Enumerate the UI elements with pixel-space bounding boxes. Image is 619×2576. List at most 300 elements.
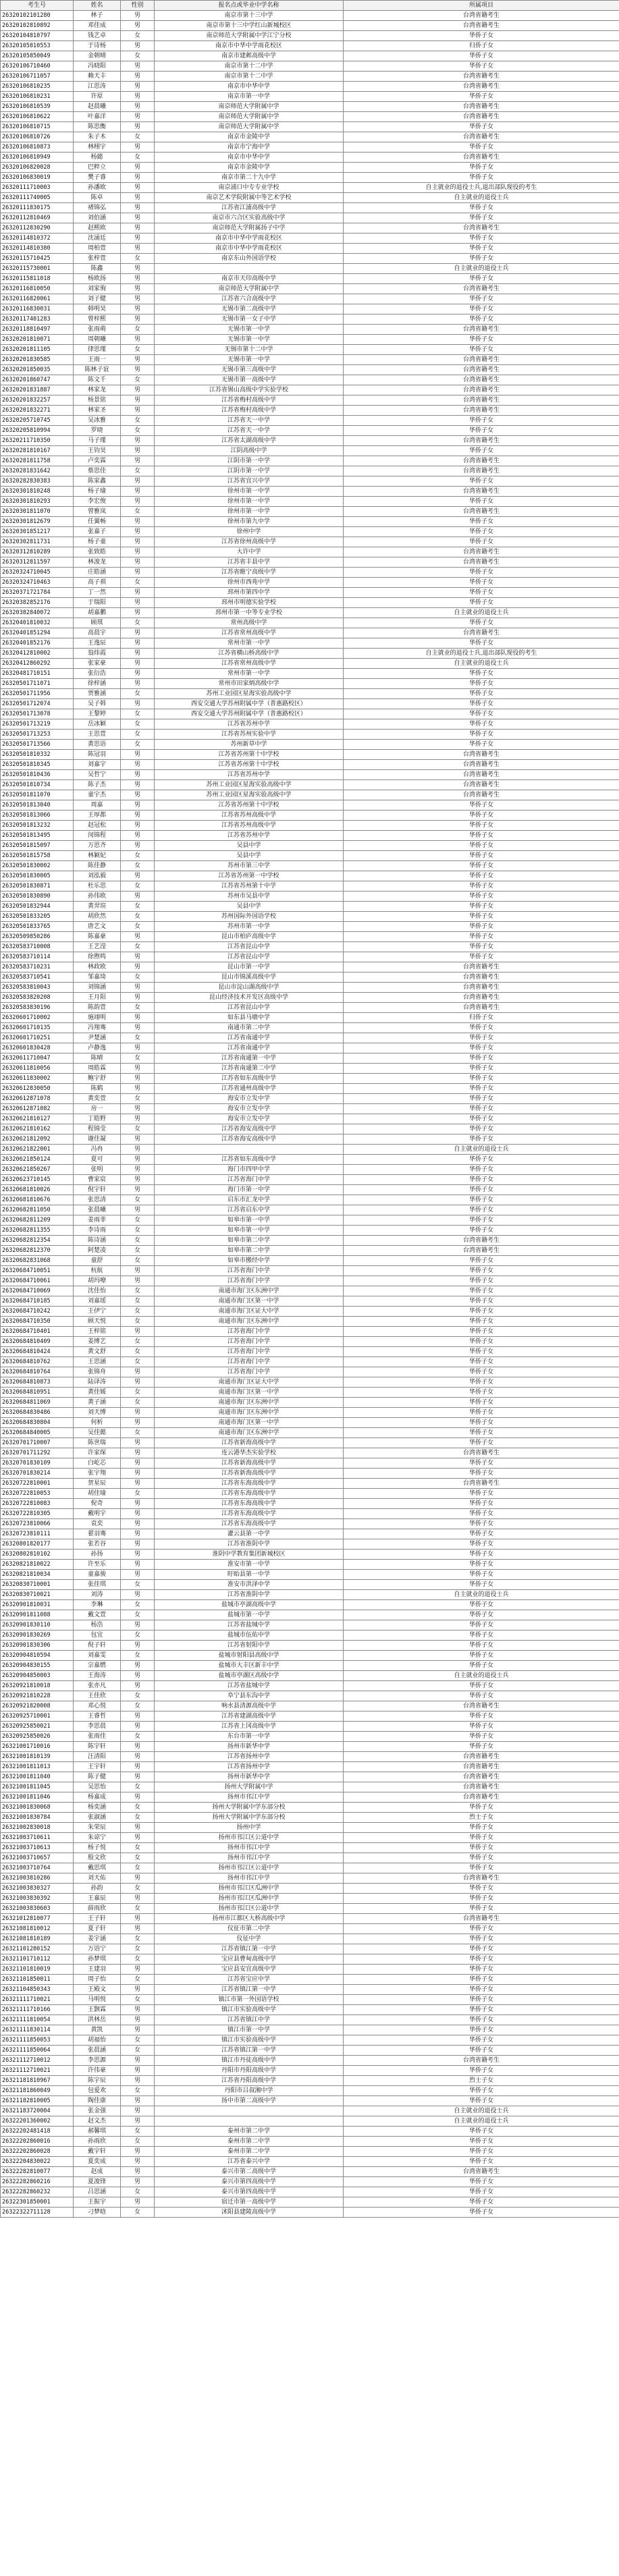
table-row <box>1 902 619 912</box>
cell-school: 南京师范大学附属中学 <box>155 112 344 122</box>
cell-exam-id: 26320621812092 <box>1 1134 74 1145</box>
cell-gender: 男 <box>121 1560 155 1570</box>
cell-name: 李思源 <box>74 2056 121 2066</box>
table-row <box>1 294 619 304</box>
cell-exam-id: 26320583710231 <box>1 962 74 972</box>
cell-name: 倪奇 <box>74 1499 121 1509</box>
cell-name: 沈佳怡 <box>74 1286 121 1296</box>
cell-school: 泰州市第二中学 <box>155 2137 344 2147</box>
cell-school: 镇江市实验高级中学 <box>155 2005 344 2015</box>
cell-exam-id: 26320382840072 <box>1 608 74 618</box>
cell-category: 台湾省籍考生 <box>344 21 619 31</box>
cell-name: 刘嘉瑶 <box>74 1296 121 1307</box>
table-row <box>1 1398 619 1408</box>
cell-school: 南京市建邺高级中学 <box>155 51 344 61</box>
cell-school: 南京市第十三中学 <box>155 11 344 21</box>
cell-exam-id: 26321001811046 <box>1 1792 74 1803</box>
table-row <box>1 730 619 740</box>
cell-category: 归侨子女 <box>344 1013 619 1023</box>
cell-school: 江阴高级中学 <box>155 446 344 456</box>
cell-exam-id: 26320821810034 <box>1 1570 74 1580</box>
table-row <box>1 679 619 689</box>
cell-school: 仪征市第二中学 <box>155 1924 344 1934</box>
cell-exam-id: 26320601710135 <box>1 1023 74 1033</box>
cell-category: 华侨子女 <box>344 2046 619 2056</box>
cell-gender: 男 <box>121 2025 155 2035</box>
cell-category: 台湾省籍考生 <box>344 2167 619 2177</box>
table-row <box>1 1985 619 1995</box>
table-row <box>1 1195 619 1205</box>
cell-gender: 男 <box>121 41 155 51</box>
table-row <box>1 1023 619 1033</box>
cell-exam-id: 26320106711057 <box>1 72 74 82</box>
cell-category: 华侨子女 <box>344 92 619 102</box>
cell-name: 王黎婷 <box>74 709 121 719</box>
table-row <box>1 487 619 497</box>
cell-gender: 男 <box>121 61 155 72</box>
cell-gender: 男 <box>121 2005 155 2015</box>
cell-category: 华侨子女 <box>344 689 619 699</box>
cell-category: 华侨子女 <box>344 740 619 750</box>
cell-name: 林子 <box>74 11 121 21</box>
cell-category: 华侨子女 <box>344 2208 619 2218</box>
cell-category: 华侨子女 <box>344 497 619 507</box>
cell-category: 华侨子女 <box>344 1985 619 1995</box>
cell-category: 华侨子女 <box>344 1357 619 1367</box>
cell-gender: 男 <box>121 1448 155 1458</box>
cell-school: 盐城市第一中学 <box>155 1610 344 1620</box>
cell-category: 台湾省籍考生 <box>344 1003 619 1013</box>
cell-exam-id: 26320501713253 <box>1 730 74 740</box>
cell-category: 华侨子女 <box>344 1205 619 1215</box>
cell-school: 宝应县曹甸高级中学 <box>155 1954 344 1965</box>
cell-exam-id: 26320501833205 <box>1 912 74 922</box>
table-row <box>1 1762 619 1772</box>
cell-exam-id: 26320211710350 <box>1 436 74 446</box>
cell-exam-id: 26320901810031 <box>1 1600 74 1610</box>
cell-gender: 男 <box>121 284 155 294</box>
cell-gender: 男 <box>121 2167 155 2177</box>
cell-exam-id: 26320904810594 <box>1 1651 74 1661</box>
cell-school: 江苏省海门中学 <box>155 1175 344 1185</box>
cell-name: 顾琪 <box>74 618 121 628</box>
cell-category: 华侨子女 <box>344 1296 619 1307</box>
cell-school: 扬州市邗江区瓜洲中学 <box>155 1894 344 1904</box>
table-row <box>1 517 619 527</box>
cell-exam-id: 26320371721784 <box>1 588 74 598</box>
cell-gender: 男 <box>121 213 155 223</box>
cell-category: 华侨子女 <box>344 1681 619 1691</box>
cell-gender: 女 <box>121 51 155 61</box>
cell-gender: 男 <box>121 72 155 82</box>
cell-gender: 男 <box>121 1985 155 1995</box>
cell-exam-id: 26320281811758 <box>1 456 74 466</box>
cell-gender: 男 <box>121 568 155 578</box>
cell-name: 罗晓 <box>74 426 121 436</box>
cell-gender: 女 <box>121 1256 155 1266</box>
cell-name: 吴哲宁 <box>74 770 121 780</box>
cell-exam-id: 26320412810002 <box>1 649 74 659</box>
cell-gender: 女 <box>121 426 155 436</box>
cell-category: 台湾省籍考生 <box>344 102 619 112</box>
table-row <box>1 922 619 932</box>
cell-school: 南京市宁海中学 <box>155 142 344 153</box>
cell-name: 倪宇轩 <box>74 1185 121 1195</box>
cell-name: 褚锦弘 <box>74 203 121 213</box>
table-row <box>1 2127 619 2137</box>
cell-gender: 女 <box>121 881 155 892</box>
cell-name: 夏浚锋 <box>74 2177 121 2187</box>
cell-category: 华侨子女 <box>344 1104 619 1114</box>
table-row <box>1 1205 619 1215</box>
cell-gender: 女 <box>121 740 155 750</box>
cell-exam-id: 26320682811355 <box>1 1226 74 1236</box>
cell-name: 刘伯涵 <box>74 213 121 223</box>
cell-exam-id: 26320501713566 <box>1 740 74 750</box>
cell-category: 华侨子女 <box>344 31 619 41</box>
table-row <box>1 173 619 183</box>
header-cell-gender: 性别 <box>121 1 155 11</box>
cell-exam-id: 26320301811070 <box>1 507 74 517</box>
cell-school: 江苏省镇江第一中学 <box>155 1944 344 1954</box>
cell-gender: 男 <box>121 1276 155 1286</box>
cell-exam-id: 26320501811070 <box>1 790 74 800</box>
cell-school: 江苏省苏州实验中学 <box>155 730 344 740</box>
cell-category: 台湾省籍考生 <box>344 1752 619 1762</box>
cell-name: 杨浩 <box>74 1620 121 1630</box>
cell-gender: 女 <box>121 325 155 335</box>
cell-category: 台湾省籍考生 <box>344 1914 619 1924</box>
cell-school: 江苏省宜兴中学 <box>155 476 344 487</box>
table-row <box>1 527 619 537</box>
cell-exam-id: 26320106810949 <box>1 153 74 163</box>
table-row <box>1 395 619 406</box>
header-cell-exam-id: 考生号 <box>1 1 74 11</box>
table-row <box>1 952 619 962</box>
cell-school: 盐城市伍佑中学 <box>155 1630 344 1641</box>
cell-school: 南京市第十二中学 <box>155 72 344 82</box>
cell-exam-id: 26320612830050 <box>1 1084 74 1094</box>
cell-exam-id: 26321111710166 <box>1 2005 74 2015</box>
table-row <box>1 335 619 345</box>
cell-school: 昆山经济技术开发区高级中学 <box>155 993 344 1003</box>
cell-category: 台湾省籍考生 <box>344 1479 619 1489</box>
cell-category: 自主就业的退役士兵 <box>344 264 619 274</box>
cell-school: 无锡市第一中学 <box>155 325 344 335</box>
cell-school: 江苏省丹阳高级中学 <box>155 2076 344 2086</box>
cell-category: 华侨子女 <box>344 1114 619 1124</box>
cell-category: 台湾省籍考生 <box>344 325 619 335</box>
cell-exam-id: 26320501712074 <box>1 699 74 709</box>
cell-name: 洪林岳 <box>74 2015 121 2025</box>
table-row <box>1 547 619 557</box>
table-row <box>1 1792 619 1803</box>
cell-school: 扬州大学附属中学 <box>155 1782 344 1792</box>
cell-exam-id: 26320830710021 <box>1 1590 74 1600</box>
cell-category: 华侨子女 <box>344 1934 619 1944</box>
table-row <box>1 1469 619 1479</box>
table-body <box>1 11 619 2218</box>
cell-category: 华侨子女 <box>344 1954 619 1965</box>
cell-name: 于诗杨 <box>74 41 121 51</box>
cell-exam-id: 26320601710002 <box>1 1013 74 1023</box>
cell-exam-id: 26320611710047 <box>1 1053 74 1064</box>
table-row <box>1 507 619 517</box>
cell-exam-id: 26320104810797 <box>1 31 74 41</box>
cell-category: 华侨子女 <box>344 2137 619 2147</box>
cell-exam-id: 26320623710145 <box>1 1175 74 1185</box>
cell-school: 常州市第一中学 <box>155 669 344 679</box>
cell-exam-id: 26321111850053 <box>1 2035 74 2046</box>
cell-school: 扬州市邗江中学 <box>155 1853 344 1863</box>
cell-name: 胡玛嘹 <box>74 1276 121 1286</box>
cell-category: 台湾省籍考生 <box>344 153 619 163</box>
cell-name: 岳冰颖 <box>74 719 121 730</box>
cell-exam-id: 26320111830175 <box>1 203 74 213</box>
cell-name: 吴冰雅 <box>74 416 121 426</box>
cell-exam-id: 26320684710350 <box>1 1317 74 1327</box>
cell-name: 陈子杰 <box>74 780 121 790</box>
cell-gender: 男 <box>121 203 155 213</box>
cell-category: 自主就业的退役士兵 <box>344 608 619 618</box>
cell-name: 陈世瑞 <box>74 1438 121 1448</box>
table-row <box>1 568 619 578</box>
cell-exam-id: 26320684710185 <box>1 1296 74 1307</box>
cell-exam-id: 26320681810026 <box>1 1185 74 1195</box>
cell-school: 江苏省宝应中学 <box>155 1975 344 1985</box>
cell-name: 朱谅宁 <box>74 1833 121 1843</box>
cell-gender: 男 <box>121 1013 155 1023</box>
cell-name: 杨奕涵 <box>74 1803 121 1813</box>
cell-exam-id: 26320901830306 <box>1 1641 74 1651</box>
cell-exam-id: 26320601830428 <box>1 1043 74 1053</box>
cell-exam-id: 26320501813040 <box>1 800 74 811</box>
cell-name: 王建羽 <box>74 1965 121 1975</box>
cell-gender: 男 <box>121 1145 155 1155</box>
cell-gender: 男 <box>121 1590 155 1600</box>
cell-name: 陈思衡 <box>74 122 121 132</box>
table-row <box>1 1489 619 1499</box>
table-row <box>1 699 619 709</box>
cell-name: 陈鹤 <box>74 1084 121 1094</box>
cell-name: 赵冠松 <box>74 821 121 831</box>
cell-category: 台湾省籍考生 <box>344 760 619 770</box>
cell-exam-id: 26320111740005 <box>1 193 74 203</box>
cell-name: 白屹芯 <box>74 1458 121 1469</box>
cell-name: 陈子健 <box>74 1772 121 1782</box>
cell-name: 包爱欢 <box>74 2086 121 2096</box>
cell-school: 启东市汇龙中学 <box>155 1195 344 1205</box>
cell-exam-id: 26320118810497 <box>1 325 74 335</box>
table-row <box>1 1286 619 1296</box>
cell-gender: 男 <box>121 1469 155 1479</box>
cell-school: 江苏省东海高级中学 <box>155 1509 344 1519</box>
cell-gender: 女 <box>121 1803 155 1813</box>
cell-name: 赵熙欧 <box>74 223 121 234</box>
cell-name: 黄羿瑄 <box>74 902 121 912</box>
cell-gender: 女 <box>121 912 155 922</box>
table-row <box>1 1742 619 1752</box>
cell-school: 苏州新草中学 <box>155 740 344 750</box>
cell-exam-id: 26321012810077 <box>1 1914 74 1924</box>
cell-gender: 男 <box>121 1924 155 1934</box>
cell-exam-id: 26320583710541 <box>1 972 74 983</box>
cell-exam-id: 26320501830890 <box>1 892 74 902</box>
cell-name: 刘家驹 <box>74 284 121 294</box>
cell-exam-id: 26320501815097 <box>1 841 74 851</box>
cell-exam-id: 26320115730001 <box>1 264 74 274</box>
cell-gender: 男 <box>121 750 155 760</box>
cell-exam-id: 26320106810715 <box>1 122 74 132</box>
cell-name: 邹嘉琦 <box>74 972 121 983</box>
cell-category: 华侨子女 <box>344 618 619 628</box>
cell-name: 陈卓 <box>74 193 121 203</box>
cell-school: 江苏省海门中学 <box>155 1337 344 1347</box>
cell-name: 刘嘉宇 <box>74 760 121 770</box>
table-row <box>1 760 619 770</box>
cell-category: 华侨子女 <box>344 1550 619 1560</box>
cell-category: 华侨子女 <box>344 1499 619 1509</box>
cell-gender: 男 <box>121 1084 155 1094</box>
cell-name: 陈宇轩 <box>74 1742 121 1752</box>
table-row <box>1 649 619 659</box>
cell-school: 西安交通大学苏州附属中学（普惠路校区） <box>155 699 344 709</box>
cell-name: 刘泓毅 <box>74 871 121 881</box>
table-row <box>1 1975 619 1985</box>
cell-category: 华侨子女 <box>344 517 619 527</box>
cell-category: 华侨子女 <box>344 2035 619 2046</box>
cell-gender: 男 <box>121 1074 155 1084</box>
cell-name: 赵晨曦 <box>74 102 121 112</box>
cell-name: 王钧昊 <box>74 446 121 456</box>
cell-exam-id: 26321183720004 <box>1 2106 74 2116</box>
cell-exam-id: 26320501713219 <box>1 719 74 730</box>
table-row <box>1 314 619 325</box>
cell-exam-id: 26320105810553 <box>1 41 74 51</box>
cell-exam-id: 26321112710021 <box>1 2066 74 2076</box>
cell-category: 华侨子女 <box>344 1732 619 1742</box>
cell-exam-id: 26322282860216 <box>1 2177 74 2187</box>
cell-gender: 男 <box>121 2116 155 2127</box>
table-row <box>1 1074 619 1084</box>
cell-school: 扬州市邗江中学 <box>155 1843 344 1853</box>
cell-gender: 男 <box>121 1499 155 1509</box>
cell-school: 海安市立发中学 <box>155 1114 344 1124</box>
cell-exam-id: 26320501833765 <box>1 922 74 932</box>
cell-category: 台湾省籍考生 <box>344 1792 619 1803</box>
cell-gender: 男 <box>121 659 155 669</box>
cell-category: 华侨子女 <box>344 699 619 709</box>
cell-gender: 女 <box>121 1296 155 1307</box>
cell-school: 徐州市第一中学 <box>155 487 344 497</box>
table-row <box>1 1388 619 1398</box>
cell-gender: 男 <box>121 952 155 962</box>
cell-school: 南通市海门区证大中学 <box>155 1307 344 1317</box>
cell-exam-id: 26320701830109 <box>1 1458 74 1469</box>
cell-name: 王振宇 <box>74 2197 121 2208</box>
cell-exam-id: 26320112810469 <box>1 213 74 223</box>
cell-school: 江苏省新海高级中学 <box>155 1469 344 1479</box>
cell-gender: 男 <box>121 983 155 993</box>
cell-exam-id: 26320301851217 <box>1 527 74 537</box>
cell-exam-id: 26320901830110 <box>1 1620 74 1630</box>
cell-school: 徐州市第一中学 <box>155 507 344 517</box>
cell-gender: 女 <box>121 1195 155 1205</box>
cell-category: 台湾省籍考生 <box>344 750 619 760</box>
cell-exam-id: 26320111710003 <box>1 183 74 193</box>
cell-name: 唐艺文 <box>74 922 121 932</box>
cell-category: 烈士子女 <box>344 1813 619 1823</box>
cell-exam-id: 26320501815758 <box>1 851 74 861</box>
header-row <box>1 1 619 11</box>
cell-gender: 男 <box>121 1873 155 1884</box>
table-row <box>1 841 619 851</box>
cell-name: 张锦舟 <box>74 1367 121 1377</box>
cell-category: 华侨子女 <box>344 527 619 537</box>
cell-school: 徐州市第一中学 <box>155 497 344 507</box>
cell-category: 台湾省籍考生 <box>344 1782 619 1792</box>
cell-name: 丁皓野 <box>74 1114 121 1124</box>
cell-name: 丁一然 <box>74 588 121 598</box>
cell-category: 台湾省籍考生 <box>344 983 619 993</box>
cell-exam-id: 26320925850021 <box>1 1722 74 1732</box>
cell-school: 海门市第一中学 <box>155 1185 344 1195</box>
table-row <box>1 1853 619 1863</box>
cell-gender: 男 <box>121 547 155 557</box>
cell-gender: 男 <box>121 831 155 841</box>
cell-name: 王思涵 <box>74 1357 121 1367</box>
table-row <box>1 1813 619 1823</box>
cell-gender: 男 <box>121 1742 155 1752</box>
table-row <box>1 2096 619 2106</box>
cell-school: 南通市海门区第一中学 <box>155 1388 344 1398</box>
table-row <box>1 436 619 446</box>
cell-school: 泰兴市第四高级中学 <box>155 2177 344 2187</box>
cell-exam-id: 26320684840005 <box>1 1428 74 1438</box>
cell-category: 华侨子女 <box>344 1519 619 1529</box>
table-row <box>1 2157 619 2167</box>
table-row <box>1 1590 619 1600</box>
cell-exam-id: 26320612871082 <box>1 1104 74 1114</box>
table-row <box>1 2177 619 2187</box>
cell-category: 自主就业的退役士兵 <box>344 2116 619 2127</box>
cell-exam-id: 26320312810289 <box>1 547 74 557</box>
cell-gender: 男 <box>121 1711 155 1722</box>
cell-name: 杨景铭 <box>74 395 121 406</box>
cell-gender: 男 <box>121 790 155 800</box>
cell-category: 华侨子女 <box>344 800 619 811</box>
cell-exam-id: 26322204830022 <box>1 2157 74 2167</box>
table-row <box>1 1884 619 1894</box>
cell-exam-id: 26320114810372 <box>1 234 74 244</box>
cell-exam-id: 26321081810012 <box>1 1924 74 1934</box>
table-row <box>1 780 619 790</box>
cell-name: 贺星辰 <box>74 1479 121 1489</box>
table-row <box>1 2208 619 2218</box>
cell-gender: 男 <box>121 2066 155 2076</box>
cell-name: 夏奕成 <box>74 2157 121 2167</box>
cell-exam-id: 26320201811105 <box>1 345 74 355</box>
cell-category: 华侨子女 <box>344 1367 619 1377</box>
cell-school: 连云港华杰实验学校 <box>155 1448 344 1458</box>
cell-category: 华侨子女 <box>344 2096 619 2106</box>
cell-exam-id: 26321112710012 <box>1 2056 74 2066</box>
cell-school: 江苏省海安高级中学 <box>155 1134 344 1145</box>
table-row <box>1 61 619 72</box>
cell-school: 江阴市第一中学 <box>155 466 344 476</box>
cell-name: 叶嘉洋 <box>74 112 121 122</box>
cell-exam-id: 26320682812354 <box>1 1236 74 1246</box>
